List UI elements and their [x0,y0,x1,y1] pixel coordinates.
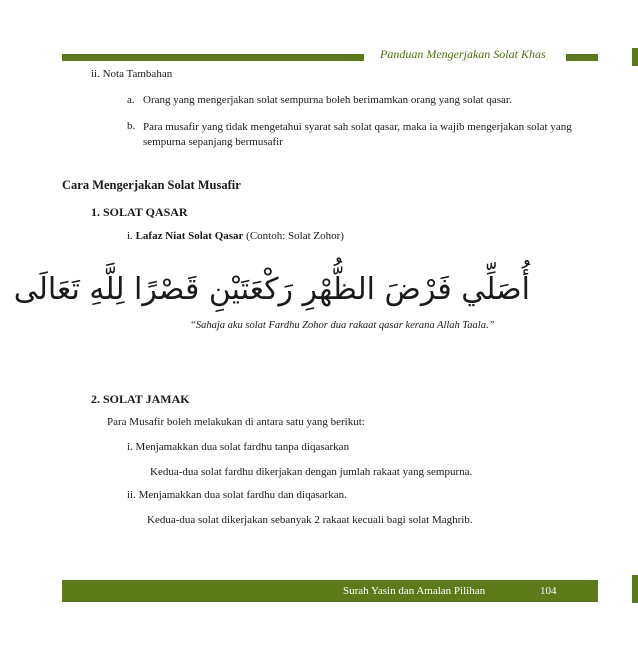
running-header-title: Panduan Mengerjakan Solat Khas [380,47,546,61]
nota-label: ii. Nota Tambahan [91,68,173,80]
qasar-item-bold: Lafaz Niat Solat Qasar [135,230,244,242]
niat-translation: “Sahaja aku solat Fardhu Zohor dua rakaat qasar kerana Allah Taala.” [190,320,495,331]
nota-item-text: Para musafir yang tidak mengetahui syarat sah solat qasar, maka ia wajib mengerjakan solat yang sempurna sepanjang bermusafir [143,121,572,148]
jamak-intro: Para Musafir boleh melakukan di antara satu yang berikut: [107,416,365,428]
footer-bar [62,580,598,602]
qasar-item [127,230,344,242]
section-title: Cara Mengerjakan Solat Musafir [62,178,241,192]
jamak-item-label: i. Menjamakkan dua solat fardhu tanpa diqasarkan [127,441,350,453]
qasar-item-rest: (Contoh: Solat Zohor) [243,230,344,242]
nota-item-marker: b. [127,120,136,132]
jamak-item-label: ii. Menjamakkan dua solat fardhu dan diqasarkan. [127,489,347,501]
page-number: 104 [540,585,557,597]
nota-item-marker: a. [127,94,135,106]
nota-item-text: Orang yang mengerjakan solat sempurna boleh berimamkan orang yang solat qasar. [143,94,512,106]
qasar-item-marker: i. [127,230,133,242]
jamak-item-desc: Kedua-dua solat fardhu dikerjakan dengan jumlah rakaat yang sempurna. [150,466,473,478]
arabic-niat: أُصَلِّي فَرْضَ الظُّهْرِ رَكْعَتَيْنِ قَصْرًا لِلَّهِ تَعَالَى [13,272,530,307]
page-edge-mark [632,575,638,603]
jamak-item-desc: Kedua-dua solat dikerjakan sebanyak 2 rakaat kecuali bagi solat Maghrib. [147,514,473,526]
header-rule-right [566,54,598,61]
jamak-heading: 2. SOLAT JAMAK [91,392,190,406]
footer-title: Surah Yasin dan Amalan Pilihan [343,585,486,597]
qasar-heading: 1. SOLAT QASAR [91,205,188,219]
page-edge-mark [632,48,638,66]
header-rule-left [62,54,364,61]
